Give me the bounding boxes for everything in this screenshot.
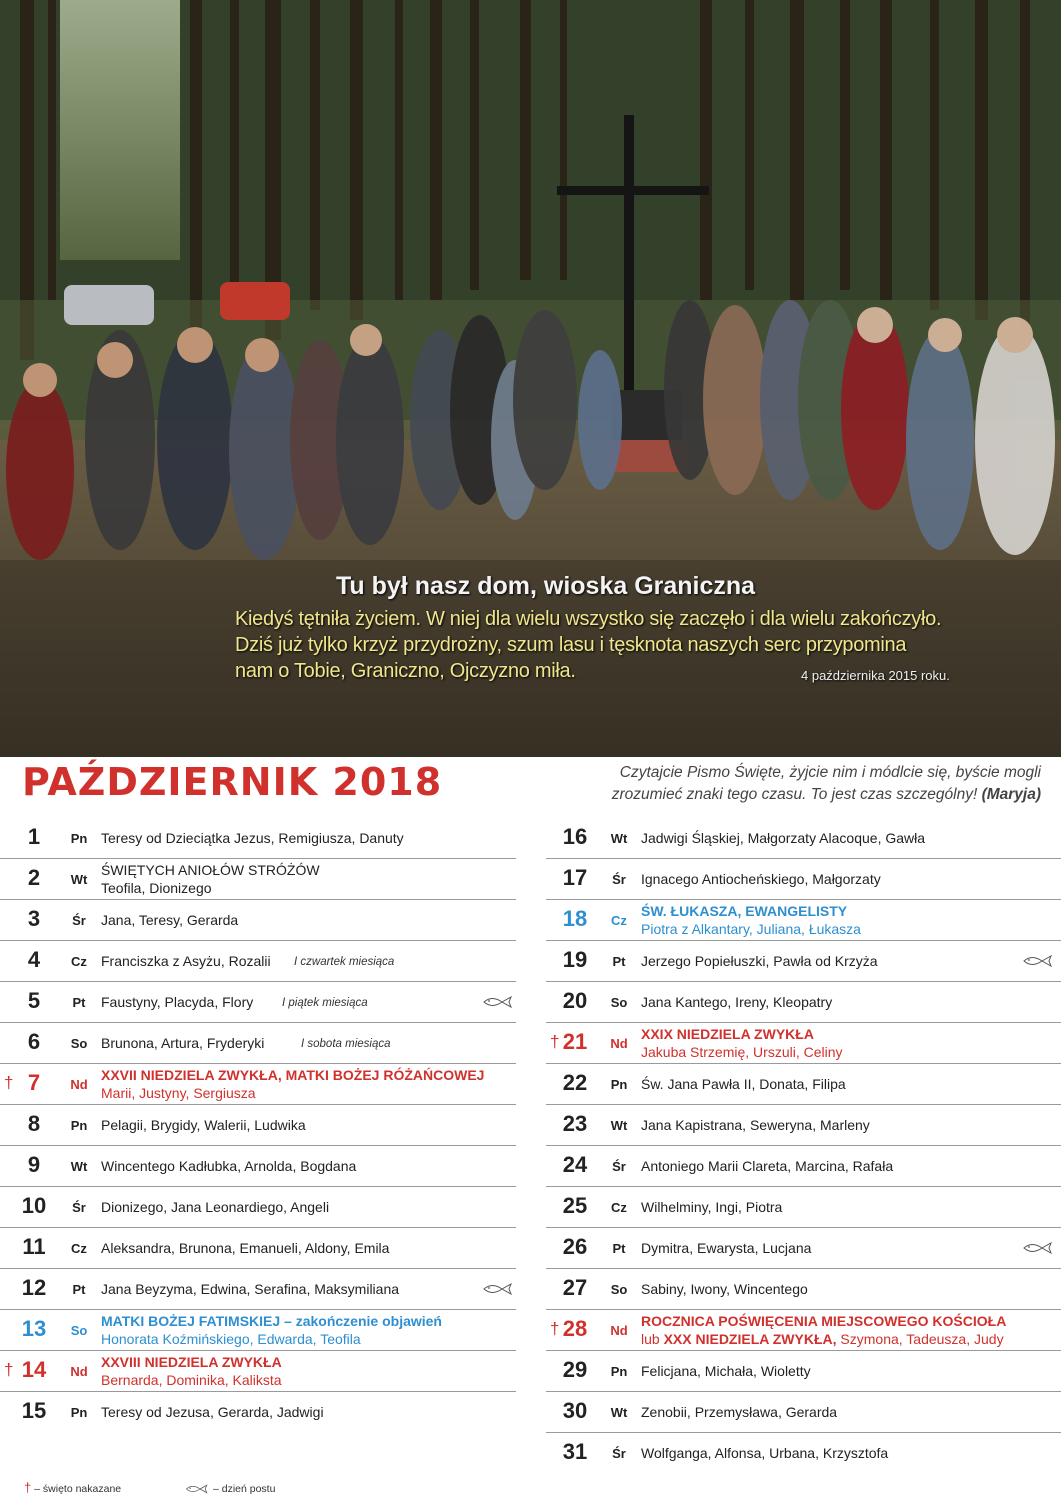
day-names: Teofila, Dionizego: [101, 880, 212, 896]
day-feast: XXIX NIEDZIELA ZWYKŁA: [641, 1026, 814, 1042]
day-number: 27: [562, 1275, 588, 1300]
day-row: [546, 1105, 1061, 1146]
day-row: [546, 1351, 1061, 1392]
day-number: 11: [22, 1234, 46, 1259]
photo-caption-line-3: nam o Tobie, Graniczno, Ojczyzno miła.: [235, 660, 576, 682]
day-feast: XXVIII NIEDZIELA ZWYKŁA: [101, 1354, 282, 1370]
day-row: [546, 1187, 1061, 1228]
weekday: Pt: [612, 954, 626, 969]
day-names: Zenobii, Przemysława, Gerarda: [641, 1404, 838, 1420]
day-number: 1: [27, 824, 41, 849]
quote: [521, 762, 1041, 806]
day-number: 22: [562, 1070, 588, 1095]
day-names: Dymitra, Ewarysta, Lucjana: [641, 1240, 812, 1256]
day-names-rest: Szymona, Tadeusza, Judy: [836, 1331, 1004, 1347]
day-number: 14: [21, 1357, 47, 1382]
weekday: Wt: [610, 1118, 628, 1133]
day-number: 24: [562, 1152, 588, 1177]
day-row: [546, 982, 1061, 1023]
weekday: Cz: [71, 1241, 87, 1256]
day-names: Jana Kantego, Ireny, Kleopatry: [641, 994, 833, 1010]
quote-line-2-text: zrozumieć znaki tego czasu. To jest czas szczególny!: [611, 786, 978, 803]
day-row: [0, 900, 516, 941]
day-row: [0, 1187, 516, 1228]
weekday: Pn: [70, 1405, 88, 1420]
day-number: 26: [562, 1234, 588, 1259]
day-note: I piątek miesiąca: [282, 997, 368, 1009]
legend: [24, 1480, 275, 1495]
day-row: [0, 1269, 516, 1310]
day-feast: ŚWIĘTYCH ANIOŁÓW STRÓŻÓW: [101, 862, 320, 878]
weekday: Nd: [70, 1077, 88, 1092]
day-number: 12: [21, 1275, 47, 1300]
day-names: Ignacego Antiocheńskiego, Małgorzaty: [641, 871, 881, 887]
legend-dagger-text: – święto nakazane: [31, 1483, 122, 1495]
day-row: [546, 1146, 1061, 1187]
dagger-icon: †: [550, 1319, 560, 1338]
dagger-icon: †: [550, 1032, 560, 1051]
day-row: [0, 1351, 516, 1392]
photo-caption-line-2: Dziś już tylko krzyż przydrożny, szum lasu i tęsknota naszych serc przypomina: [235, 634, 907, 656]
day-note: I sobota miesiąca: [301, 1038, 391, 1050]
day-names: Dionizego, Jana Leonardiego, Angeli: [101, 1199, 330, 1215]
weekday: Pn: [70, 831, 88, 846]
day-names: [641, 1331, 1004, 1347]
day-names: Jana, Teresy, Gerarda: [101, 912, 239, 928]
day-number: 20: [562, 988, 588, 1013]
day-row: [0, 1064, 516, 1105]
weekday: Śr: [72, 1200, 86, 1215]
day-names: Św. Jana Pawła II, Donata, Filipa: [641, 1076, 846, 1092]
day-names: Jakuba Strzemię, Urszuli, Celiny: [641, 1044, 843, 1060]
day-number: 17: [562, 865, 588, 890]
quote-source: (Maryja): [981, 786, 1041, 803]
day-feast: ROCZNICA POŚWIĘCENIA MIEJSCOWEGO KOŚCIOŁA: [641, 1313, 1007, 1329]
day-number: 31: [562, 1439, 588, 1464]
day-names: Pelagii, Brygidy, Walerii, Ludwika: [101, 1117, 306, 1133]
day-names: Franciszka z Asyżu, Rozalii: [101, 953, 271, 969]
weekday: Cz: [71, 954, 87, 969]
day-row: [0, 1023, 516, 1064]
day-row: [0, 818, 516, 859]
quote-line-1: Czytajcie Pismo Święte, żyjcie nim i módlcie się, byście mogli: [619, 764, 1041, 781]
weekday: Śr: [612, 1446, 626, 1461]
weekday: Pn: [70, 1118, 88, 1133]
day-note: I czwartek miesiąca: [294, 956, 395, 968]
day-names: Marii, Justyny, Sergiusza: [101, 1085, 256, 1101]
day-row: [0, 941, 516, 982]
day-number: 13: [21, 1316, 47, 1341]
day-names: Bernarda, Dominika, Kaliksta: [101, 1372, 282, 1388]
day-number: 30: [562, 1398, 588, 1423]
legend-fish-text: – dzień postu: [210, 1483, 276, 1495]
weekday: Wt: [70, 872, 88, 887]
day-names: Jana Beyzyma, Edwina, Serafina, Maksymiliana: [101, 1281, 400, 1297]
day-names-bold: XXX NIEDZIELA ZWYKŁA,: [663, 1331, 837, 1347]
fish-icon: [1022, 953, 1054, 969]
day-number: 4: [27, 947, 41, 972]
day-number: 3: [27, 906, 41, 931]
day-number: 8: [27, 1111, 41, 1136]
weekday: Cz: [611, 1200, 627, 1215]
day-row: [546, 859, 1061, 900]
weekday: Pn: [610, 1364, 628, 1379]
weekday: Śr: [612, 1159, 626, 1174]
day-names: Jerzego Popiełuszki, Pawła od Krzyża: [641, 953, 878, 969]
day-names: Sabiny, Iwony, Wincentego: [641, 1281, 808, 1297]
month-title: PAŹDZIERNIK 2018: [22, 760, 443, 804]
day-number: 15: [21, 1398, 47, 1423]
weekday: So: [610, 995, 628, 1010]
fish-icon: [1022, 1240, 1054, 1256]
day-row: [0, 1310, 516, 1351]
day-row: [0, 1146, 516, 1187]
calendar-column-left: [0, 818, 518, 1432]
day-names: Aleksandra, Brunona, Emanueli, Aldony, Emila: [101, 1240, 390, 1256]
weekday: So: [610, 1282, 628, 1297]
day-row: [0, 859, 516, 900]
weekday: Pt: [72, 995, 86, 1010]
photo-caption-date: 4 października 2015 roku.: [801, 668, 950, 683]
day-row: [546, 1269, 1061, 1310]
weekday: Pt: [612, 1241, 626, 1256]
day-row: [546, 1228, 1061, 1269]
day-number: 5: [27, 988, 41, 1013]
weekday: Śr: [612, 872, 626, 887]
weekday: Nd: [610, 1036, 628, 1051]
day-names: Faustyny, Placyda, Flory: [101, 994, 254, 1010]
day-row: [0, 1105, 516, 1146]
day-row: [546, 941, 1061, 982]
weekday: Cz: [611, 913, 627, 928]
day-number: 7: [27, 1070, 41, 1095]
weekday: Nd: [610, 1323, 628, 1338]
day-number: 29: [562, 1357, 588, 1382]
day-number: 21: [562, 1029, 588, 1054]
day-row: [0, 1392, 516, 1432]
day-number: 2: [27, 865, 41, 890]
weekday: So: [70, 1036, 88, 1051]
day-feast: ŚW. ŁUKASZA, EWANGELISTY: [641, 903, 848, 919]
day-number: 23: [562, 1111, 588, 1136]
day-names: Jadwigi Śląskiej, Małgorzaty Alacoque, Gawła: [641, 830, 926, 846]
day-names: Wilhelminy, Ingi, Piotra: [641, 1199, 783, 1215]
day-row: [546, 818, 1061, 859]
weekday: Pt: [72, 1282, 86, 1297]
weekday: So: [70, 1323, 88, 1338]
day-feast: XXVII NIEDZIELA ZWYKŁA, MATKI BOŻEJ RÓŻAŃCOWEJ: [101, 1067, 485, 1083]
day-names: Teresy od Jezusa, Gerarda, Jadwigi: [101, 1404, 324, 1420]
day-names: Wincentego Kadłubka, Arnolda, Bogdana: [101, 1158, 357, 1174]
day-number: 9: [27, 1152, 41, 1177]
day-feast: MATKI BOŻEJ FATIMSKIEJ – zakończenie objawień: [101, 1313, 442, 1329]
dagger-icon: †: [24, 1480, 32, 1495]
day-number: 10: [21, 1193, 47, 1218]
day-row: [546, 1433, 1061, 1473]
day-number: 25: [562, 1193, 588, 1218]
dagger-icon: †: [4, 1073, 14, 1092]
day-names: Antoniego Marii Clareta, Marcina, Rafała: [641, 1158, 894, 1174]
day-number: 28: [562, 1316, 588, 1341]
fish-icon: [482, 1281, 514, 1297]
day-names: Wolfganga, Alfonsa, Urbana, Krzysztofa: [641, 1445, 889, 1461]
fish-icon: [482, 994, 514, 1010]
day-row: [546, 1392, 1061, 1433]
fish-icon: [184, 1483, 210, 1495]
day-number: 19: [562, 947, 588, 972]
day-names: Piotra z Alkantary, Juliana, Łukasza: [641, 921, 861, 937]
day-number: 6: [27, 1029, 41, 1054]
photo-caption-title: Tu był nasz dom, wioska Graniczna: [336, 572, 756, 600]
day-names: Honorata Koźmińskiego, Edwarda, Teofila: [101, 1331, 361, 1347]
day-row: [0, 1228, 516, 1269]
weekday: Śr: [72, 913, 86, 928]
day-row: [546, 1064, 1061, 1105]
weekday: Wt: [610, 1405, 628, 1420]
day-row: [546, 900, 1061, 941]
photo-caption-line-1: Kiedyś tętniła życiem. W niej dla wielu wszystko się zaczęło i dla wielu zakończyło.: [235, 608, 942, 630]
weekday: Pn: [610, 1077, 628, 1092]
day-names: Jana Kapistrana, Seweryna, Marleny: [641, 1117, 870, 1133]
day-names-prefix: lub: [641, 1331, 664, 1347]
day-names: Teresy od Dzieciątka Jezus, Remigiusza, Danuty: [101, 830, 404, 846]
day-names: Brunona, Artura, Fryderyki: [101, 1035, 265, 1051]
weekday: Nd: [70, 1364, 88, 1379]
day-names: Felicjana, Michała, Wioletty: [641, 1363, 811, 1379]
day-number: 18: [562, 906, 588, 931]
day-row: [546, 1023, 1061, 1064]
day-row: [546, 1310, 1061, 1351]
day-number: 16: [562, 824, 588, 849]
dagger-icon: †: [4, 1360, 14, 1379]
calendar-column-right: [546, 818, 1061, 1473]
weekday: Wt: [610, 831, 628, 846]
quote-line-2: [521, 784, 1041, 806]
weekday: Wt: [70, 1159, 88, 1174]
day-row: [0, 982, 516, 1023]
